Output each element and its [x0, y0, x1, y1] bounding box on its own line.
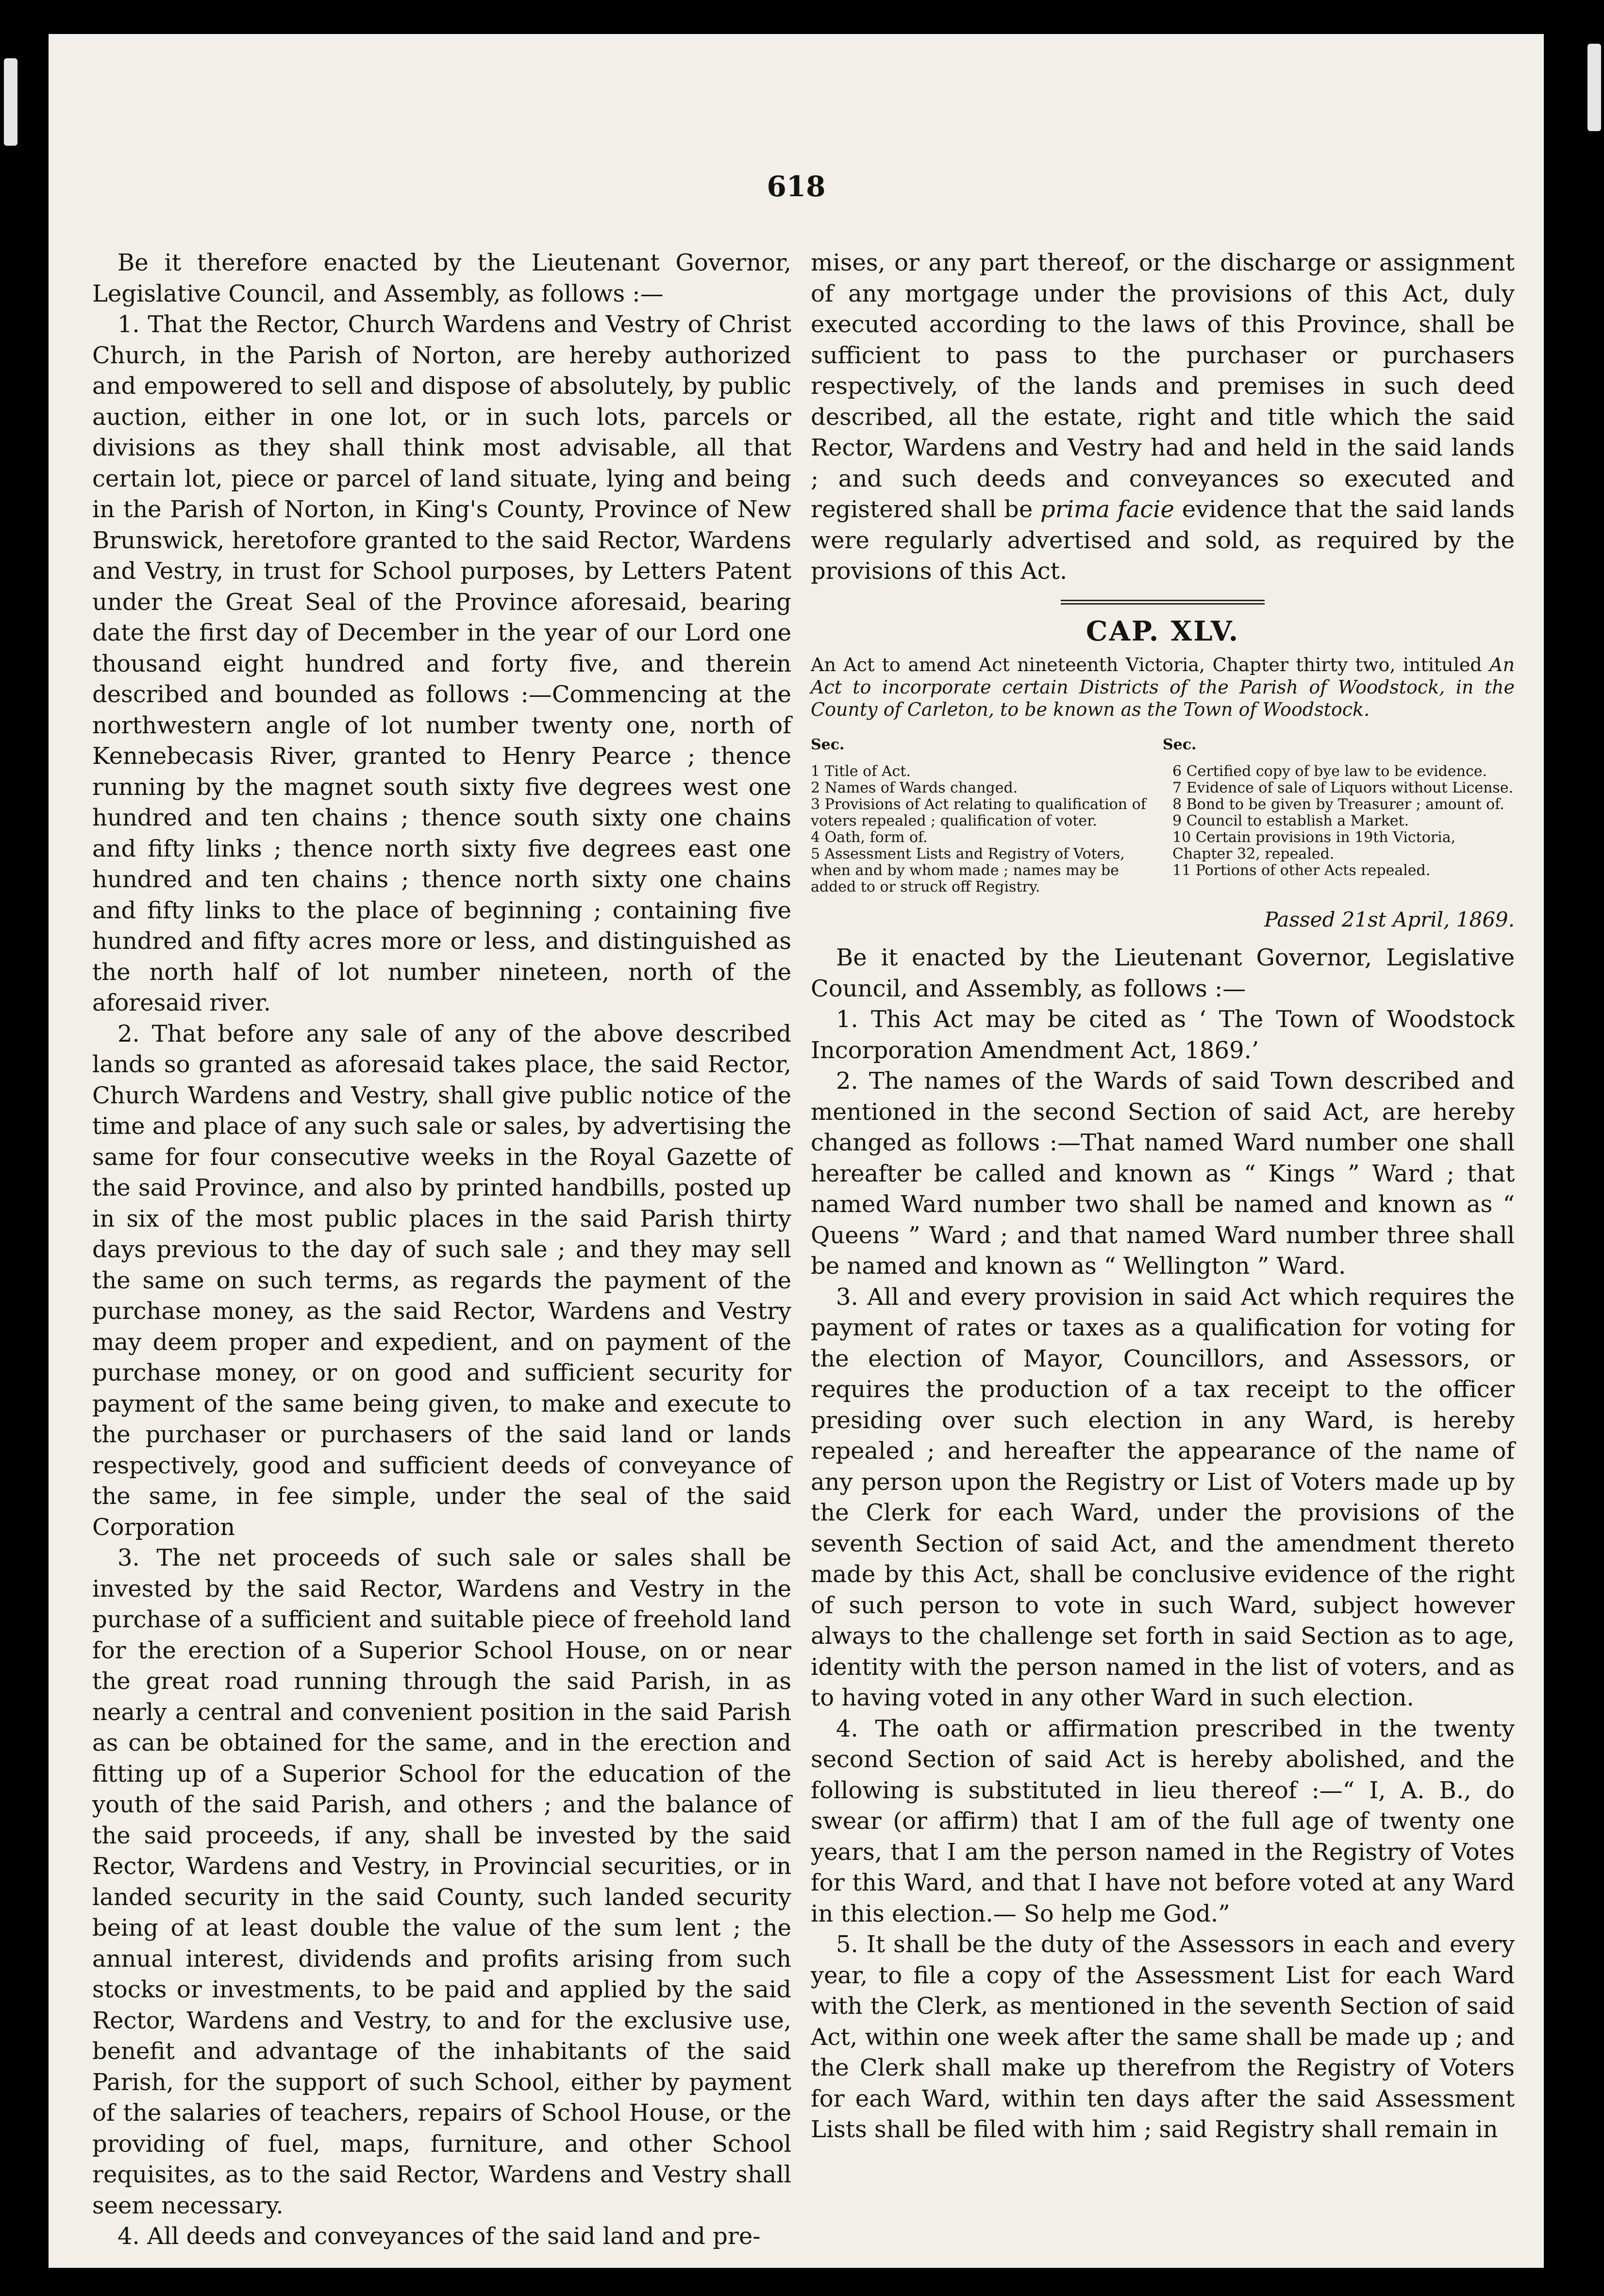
enacting-clause-2: Be it enacted by the Lieutenant Governor, Legislative Council, and Assembly, as follows :—	[811, 944, 1515, 1002]
toc-item: 5 Assessment Lists and Registry of Voters, when and by whom made ; names may be added to or struck off Registry.	[811, 845, 1125, 895]
toc-right-list	[1172, 763, 1515, 895]
scan-mark-left	[4, 58, 17, 146]
toc-item: 1 Title of Act.	[811, 762, 911, 780]
toc-item: 9 Council to establish a Market.	[1172, 812, 1409, 829]
toc-item: 7 Evidence of sale of Liquors without License.	[1172, 779, 1514, 796]
toc-item: 4 Oath, form of.	[811, 828, 928, 846]
long-title-italic: An Act to incorporate certain Districts of the Parish of Woodstock, in the County of Carleton, to be known as the Town of Woodstock.	[811, 654, 1515, 720]
toc-item: 10 Certain provisions in 19th Victoria, Chapter 32, repealed.	[1172, 828, 1456, 862]
section-3-woodstock: 3. All and every provision in said Act which requires the payment of rates or taxes as a qualification for voting for the election of Mayor, Councillors, and Assessors, or requires the production of a tax receipt to the officer presiding over such election in any Ward, is hereby repealed ; and hereafter the appearance of the name of any person upon the Registry or List of Voters made up by the Clerk for each Ward, under the provisions of the seventh Section of said Act, and the amendment thereto made by this Act, shall be conclusive evidence of the right of such person to vote in such Ward, subject however always to the challenge set forth in said Section as to age, identity with the person named in the list of voters, and as to having voted in any other Ward in such election.	[811, 1283, 1515, 1711]
toc-sec-label-left: Sec.	[811, 736, 845, 753]
page-number: 618	[767, 170, 826, 203]
toc-item: 6 Certified copy of bye law to be evidence.	[1172, 762, 1487, 780]
chapter-title: CAP. XLV.	[1086, 615, 1240, 647]
scanned-page	[49, 34, 1544, 2268]
section-4-woodstock: 4. The oath or affirmation prescribed in the twenty second Section of said Act is hereby abolished, and the following is substituted in lieu thereof :—“ I, A. B., do swear (or affirm) that I am of the full age of twenty one years, that I am the person named in the Registry of Votes for this Ward, and that I have not before voted at any Ward in this election.— So help me God.”	[811, 1715, 1515, 1927]
section-4-start: 4. All deeds and conveyances of the said land and pre-	[117, 2223, 761, 2250]
section-2: 2. That before any sale of any of the above described lands so granted as aforesaid takes place, the said Rector, Church Wardens and Vestry, shall give public notice of the time and place of any such sale or sales, by advertising the same for four consecutive weeks in the Royal Gazette of the said Province, and also by printed handbills, posted up in six of the most public places in the said Parish thirty days previous to the day of such sale ; and they may sell the same on such terms, as regards the payment of the purchase money, as the said Rector, Wardens and Vestry may deem proper and expedient, and on payment of the purchase money, or on good and sufficient security for payment of the same being given, to make and execute to the purchaser or purchasers of the said land or lands respectively, good and sufficient deeds of conveyance of the same, in fee simple, under the seal of the said Corporation	[92, 1020, 791, 1541]
passed-date: Passed 21st April, 1869.	[1264, 907, 1515, 931]
toc-left-list	[811, 763, 1153, 895]
section-1: 1. That the Rector, Church Wardens and Vestry of Christ Church, in the Parish of Norton, are hereby authorized and empowered to sell and dispose of absolutely, by public auction, either in one lot, or in such lots, parcels or divisions as they shall think most advisable, all that certain lot, piece or parcel of land situate, lying and being in the Parish of Norton, in King's County, Province of New Brunswick, heretofore granted to the said Rector, Wardens and Vestry, in trust for School purposes, by Letters Patent under the Great Seal of the Province aforesaid, bearing date the first day of December in the year of our Lord one thousand eight hundred and forty five, and therein described and bounded as follows :—Commencing at the northwestern angle of lot number twenty one, north of Kennebecasis River, granted to Henry Pearce ; thence running by the magnet south sixty five degrees west one hundred and ten chains ; thence south sixty one chains and fifty links ; thence north sixty five degrees east one hundred and ten chains ; thence north sixty one chains and fifty links to the place of beginning ; containing five hundred and fifty acres more or less, and distinguished as the north half of lot number nineteen, north of the aforesaid river.	[92, 311, 791, 1016]
section-2-woodstock: 2. The names of the Wards of said Town described and mentioned in the second Section of said Act, are hereby changed as follows :—That named Ward number one shall hereafter be called and known as “ Kings ” Ward ; that named Ward number two shall be named and known as “ Queens ” Ward ; and that named Ward number three shall be named and known as “ Wellington ” Ward.	[811, 1067, 1515, 1280]
toc-item: 3 Provisions of Act relating to qualification of voters repealed ; qualification of voter.	[811, 795, 1146, 829]
chapter-divider	[1061, 600, 1265, 605]
right-column	[811, 248, 1515, 2145]
section-1-woodstock: 1. This Act may be cited as ‘ The Town of Woodstock Incorporation Amendment Act, 1869.’	[811, 1006, 1515, 1064]
section-5-woodstock: 5. It shall be the duty of the Assessors in each and every year, to file a copy of the Assessment List for each Ward with the Clerk, as mentioned in the seventh Section of said Act, within one week after the same shall be made up ; and the Clerk shall make up therefrom the Registry of Voters for each Ward, within ten days after the said Assessment Lists shall be filed with him ; said Registry shall remain in	[811, 1931, 1515, 2143]
toc-item: 11 Portions of other Acts repealed.	[1172, 861, 1431, 879]
scan-mark-right	[1587, 44, 1601, 131]
toc-sec-label-right: Sec.	[1163, 736, 1197, 753]
toc-item: 8 Bond to be given by Treasurer ; amount of.	[1172, 795, 1504, 813]
long-title-plain: An Act to amend Act nineteenth Victoria, Chapter thirty two, intituled	[811, 654, 1482, 675]
left-column	[92, 248, 791, 2252]
italic-term: prima facie	[1040, 496, 1174, 523]
section-4-continued: mises, or any part thereof, or the discharge or assignment of any mortgage under the provisions of this Act, duly executed according to the laws of this Province, shall be sufficient to pass to the purchaser or purchasers respectively, of the lands and premises in such deed described, all the estate, right and title which the said Rector, Wardens and Vestry had and held in the said lands ; and such deeds and conveyances so executed and registered shall be prima facie evidence that the said lands were regularly advertised and sold, as required by the provisions of this Act.	[811, 249, 1515, 585]
act-long-title	[811, 654, 1515, 721]
section-contents	[811, 763, 1515, 895]
toc-item: 2 Names of Wards changed.	[811, 779, 1018, 796]
toc-header	[811, 729, 1515, 760]
enacting-clause: Be it therefore enacted by the Lieutenant Governor, Legislative Council, and Assembly, as follows :—	[92, 249, 791, 307]
section-3: 3. The net proceeds of such sale or sales shall be invested by the said Rector, Wardens and Vestry in the purchase of a sufficient and suitable piece of freehold land for the erection of a Superior School House, on or near the great road running through the said Parish, in as nearly a central and convenient position in the said Parish as can be obtained for the same, and in the erection and fitting up of a Superior School for the education of the youth of the said Parish, and others ; and the balance of the said proceeds, if any, shall be invested by the said Rector, Wardens and Vestry, in Provincial securities, or in landed security in the said County, such landed security being of at least double the value of the sum lent ; the annual interest, dividends and profits arising from such stocks or investments, to be paid and applied by the said Rector, Wardens and Vestry, to and for the exclusive use, benefit and advantage of the inhabitants of the said Parish, for the support of such School, either by payment of the salaries of teachers, repairs of School House, or the providing of fuel, maps, furniture, and other School requisites, as to the said Rector, Wardens and Vestry shall seem necessary.	[92, 1544, 791, 2219]
